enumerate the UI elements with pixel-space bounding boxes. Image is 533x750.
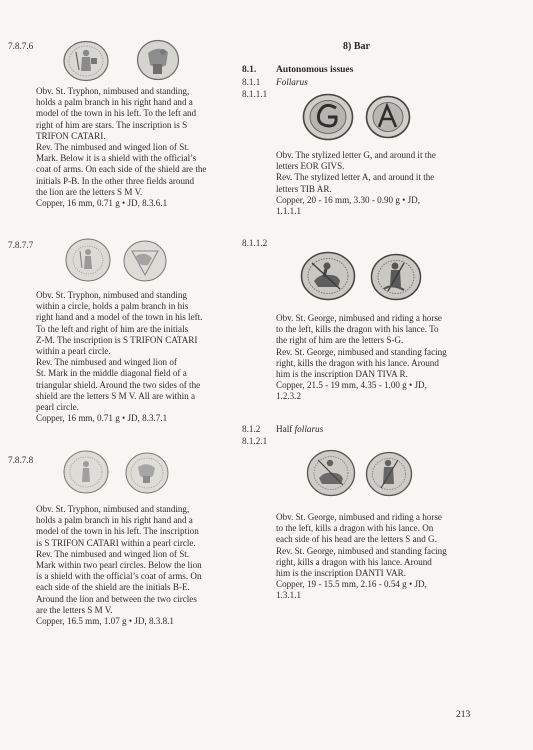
coin-description: Obv. The stylized letter G, and around it the letters EOR GIVS. Rev. The stylized letter A, and around it the letters TIB AR. Copper, 20 - 16 mm, 3.30 - 0.90 g • JD, 1.1.1.1 [276, 150, 436, 217]
coin-reverse-image [370, 253, 422, 301]
coin-obverse-image [306, 449, 356, 497]
heading-title: Half follarus [276, 424, 324, 434]
coin-reverse-image [122, 239, 168, 283]
coin-reverse-image [365, 451, 413, 497]
section-title: 8) Bar [343, 41, 370, 52]
entry-number: 8.1.2.1 [242, 436, 268, 446]
subsection-number: 8.1. [242, 65, 257, 75]
coin-reverse-image [124, 451, 170, 495]
coin-obverse-image [300, 251, 356, 301]
page-number: 213 [456, 710, 471, 720]
coin-obverse-image [302, 93, 354, 141]
coin-description: Obv. St. Tryphon, nimbused and standing, holds a palm branch in his right hand and a model of the town in his left. The inscription is S TRIFON CATARI within a pearl circle. Rev. The nimbused and winged lion of St. Mark within two pearl circles. Below the lion is a shield with the official’s coat of arms. On each side of the shield are the initials B-E. Around the lion and between the two circles are the letters S M V. Copper, 16.5 mm, 1.07 g • JD, 8.3.8.1 [36, 504, 202, 627]
entry-number: 7.8.7.8 [8, 455, 34, 465]
heading-number: 8.1.1 [242, 77, 261, 87]
coin-description: Obv. St. George, nimbused and riding a horse to the left, kills the dragon with his lance. To the right of him are the letters S-G. Rev. St. George, nimbused and standing facing right, kills the dragon with his lance. Around him is the inscription DAN TIVA R. Copper, 21.5 - 19 mm, 4.35 - 1.00 g • JD, 1.2.3.2 [276, 313, 447, 402]
coin-obverse-image [62, 40, 110, 82]
coin-description: Obv. St. Tryphon, nimbused and standing within a circle, holds a palm branch in his right hand and a model of the town in his left. To the left and right of him are the initials Z-M. The inscription is S TRIFON CATARI within a pearl circle. Rev. The nimbused and winged lion of St. Mark in the middle diagonal field of a triangular shield. Around the two sides of the shield are the letters S M V. All are within a pearl circle. Copper, 16 mm, 0.71 g • JD, 8.3.7.1 [36, 290, 203, 424]
entry-number: 8.1.1.2 [242, 238, 268, 248]
heading-number: 8.1.2 [242, 424, 261, 434]
heading-title: Follarus [276, 77, 308, 87]
coin-description: Obv. St. George, nimbused and riding a horse to the left, kills a dragon with his lance. On each side of his head are the letters S and G. Rev. St. George, nimbused and standing facing right, kills a dragon with his lance. Around him is the inscription DANTI VAR. Copper, 19 - 15.5 mm, 2.16 - 0.54 g • JD, 1.3.1.1 [276, 512, 447, 601]
coin-description: Obv. St. Tryphon, nimbused and standing, holds a palm branch in his right hand and a model of the town in his left. To the left and right of him are stars. The inscription is S TRIFON CATARI. Rev. The nimbused and winged lion of St. Mark. Below it is a shield with the official’s coat of arms. On each side of the shield are the initials P-B. In the other three fields around the lion are the letters S M V. Copper, 16 mm, 0.71 g • JD, 8.3.6.1 [36, 86, 207, 209]
coin-obverse-image [64, 237, 112, 283]
coin-obverse-image [62, 449, 110, 495]
coin-reverse-image [136, 39, 180, 81]
entry-number: 7.8.7.7 [8, 240, 34, 250]
entry-number: 8.1.1.1 [242, 89, 268, 99]
coin-reverse-image [365, 95, 411, 139]
subsection-title: Autonomous issues [276, 65, 354, 75]
entry-number: 7.8.7.6 [8, 41, 34, 51]
